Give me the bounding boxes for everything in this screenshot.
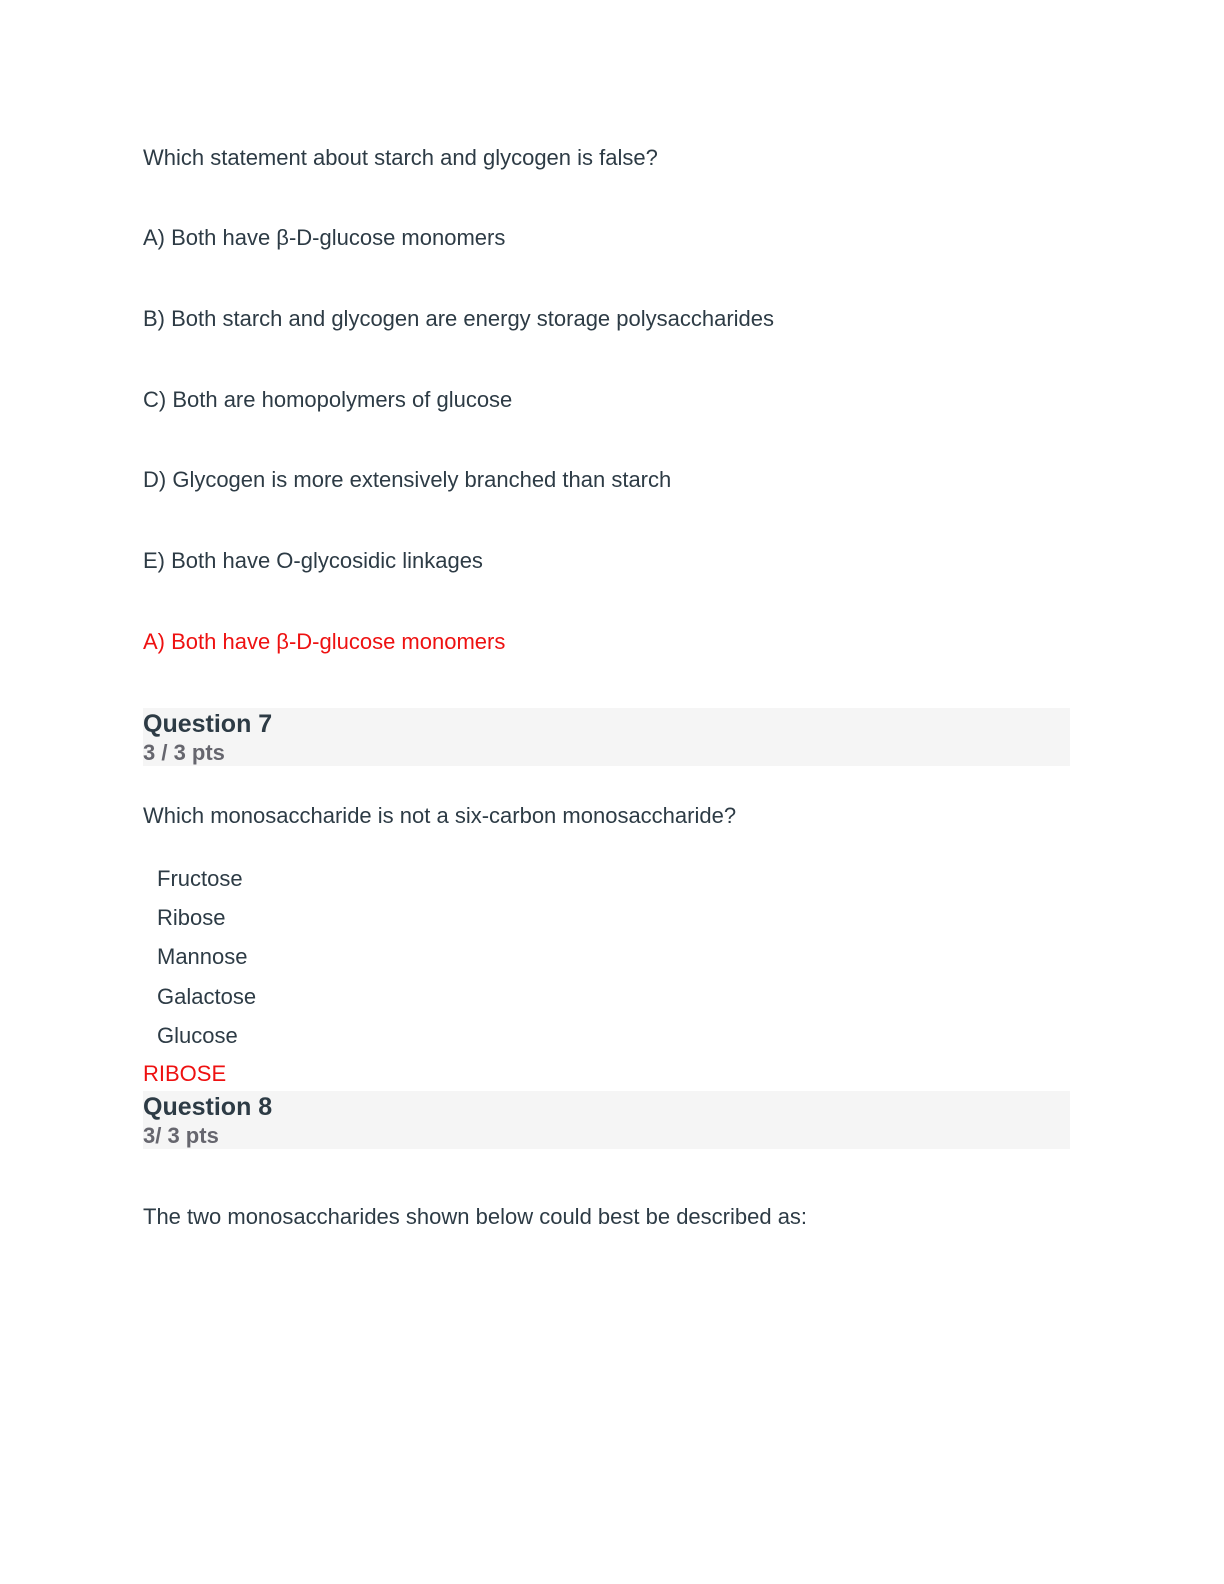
question-6-option-e: E) Both have O-glycosidic linkages <box>143 548 483 573</box>
question-6-option-a: A) Both have β-D-glucose monomers <box>143 225 506 250</box>
question-8-prompt: The two monosaccharides shown below could best be described as: <box>143 1204 808 1229</box>
question-7-choice-galactose: Galactose <box>157 984 257 1009</box>
question-7-header <box>143 708 1070 766</box>
question-6-option-b: B) Both starch and glycogen are energy storage polysaccharides <box>143 306 775 331</box>
question-7-choice-glucose: Glucose <box>157 1023 238 1048</box>
question-6-answer: A) Both have β-D-glucose monomers <box>143 629 506 654</box>
question-6-option-c: C) Both are homopolymers of glucose <box>143 387 513 412</box>
question-8-points: 3/ 3 pts <box>143 1123 219 1148</box>
question-8-header <box>143 1091 1070 1149</box>
question-7-prompt: Which monosaccharide is not a six-carbon monosaccharide? <box>143 803 737 828</box>
question-6-option-d: D) Glycogen is more extensively branched than starch <box>143 467 672 492</box>
question-7-choice-mannose: Mannose <box>157 944 248 969</box>
question-6-prompt: Which statement about starch and glycogen is false? <box>143 145 658 170</box>
question-7-choice-fructose: Fructose <box>157 866 243 891</box>
question-7-points: 3 / 3 pts <box>143 740 225 765</box>
question-7-title: Question 7 <box>143 710 273 738</box>
question-7-answer: RIBOSE <box>143 1061 227 1086</box>
question-8-title: Question 8 <box>143 1093 273 1121</box>
question-7-choice-ribose: Ribose <box>157 905 226 930</box>
